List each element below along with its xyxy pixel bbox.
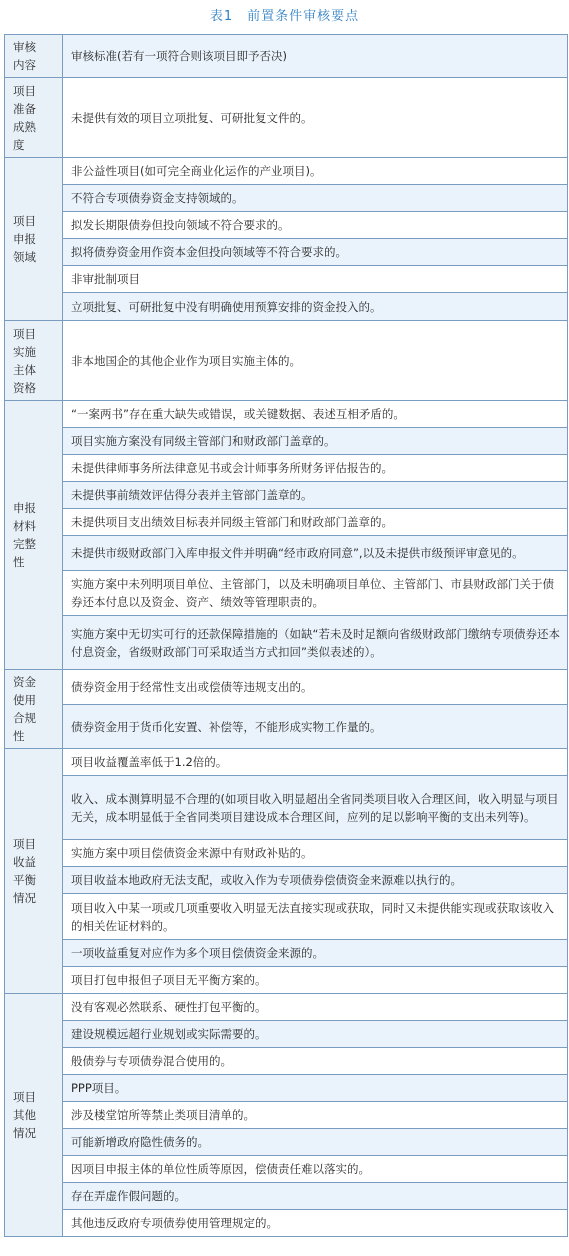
table-row [5,749,568,776]
criterion-cell: 实施方案中无切实可行的还款保障措施的（如缺“若未及时足额向省级财政部门缴纳专项债券还本付息资金，省级财政部门可采取适当方式扣回”类似表述的）。 [63,616,568,670]
table-row [5,1075,568,1102]
category-cell: 项目 实施 主体 资格 [5,321,63,401]
criterion-cell: 立项批复、可研批复中没有明确使用预算安排的资金投入的。 [63,293,568,321]
criterion-cell: 其他违反政府专项债券使用管理规定的。 [63,1210,568,1237]
criterion-cell: 般债券与专项债券混合使用的。 [63,1048,568,1075]
table-row [5,1210,568,1237]
criterion-cell: 一项收益重复对应作为多个项目偿债资金来源的。 [63,940,568,967]
criterion-cell: 没有客观必然联系、硬性打包平衡的。 [63,994,568,1021]
table-row [5,509,568,536]
header-review-standard: 审核标准(若有一项符合则该项目即予否决) [63,35,568,78]
table-row [5,571,568,616]
review-criteria-table [4,34,568,1237]
criterion-cell: 项目打包申报但子项目无平衡方案的。 [63,967,568,994]
criterion-cell: 涉及楼堂馆所等禁止类项目清单的。 [63,1102,568,1129]
table-row [5,867,568,894]
criterion-cell: 债券资金用于货币化安置、补偿等，不能形成实物工作量的。 [63,705,568,749]
criterion-cell: 未提供事前绩效评估得分表并主管部门盖章的。 [63,482,568,509]
criterion-cell: 实施方案中未列明项目单位、主管部门，以及未明确项目单位、主管部门、市县财政部门关于债券还本付息以及资金、资产、绩效等管理职责的。 [63,571,568,616]
table-row [5,455,568,482]
table-row [5,428,568,455]
criterion-cell: 建设规模远超行业规划或实际需要的。 [63,1021,568,1048]
table-row [5,705,568,749]
table-row [5,776,568,840]
criterion-cell: 项目实施方案没有同级主管部门和财政部门盖章的。 [63,428,568,455]
criterion-cell: 拟将债券资金用作资本金但投向领域等不符合要求的。 [63,239,568,266]
table-row [5,616,568,670]
criterion-cell: 收入、成本测算明显不合理的(如项目收入明显超出全省同类项目收入合理区间，收入明显与项目无关，成本明显低于全省同类项目建设成本合理区间，应列的足以影响平衡的支出未列等)。 [63,776,568,840]
table-row [5,1048,568,1075]
criterion-cell: 实施方案中项目偿债资金来源中有财政补贴的。 [63,840,568,867]
criterion-cell: 未提供律师事务所法律意见书或会计师事务所财务评估报告的。 [63,455,568,482]
criterion-cell: 债券资金用于经常性支出或偿债等违规支出的。 [63,670,568,705]
criterion-cell: 未提供项目支出绩效目标表并同级主管部门和财政部门盖章的。 [63,509,568,536]
category-cell: 项目 申报 领域 [5,158,63,321]
table-row [5,482,568,509]
table-row [5,1156,568,1183]
criterion-cell: 拟发长期限债券但投向领域不符合要求的。 [63,212,568,239]
table-row [5,536,568,571]
category-cell: 资金 使用 合规 性 [5,670,63,749]
table-row [5,1021,568,1048]
criterion-cell: PPP项目。 [63,1075,568,1102]
table-row [5,212,568,239]
table-row [5,293,568,321]
table-row [5,1102,568,1129]
table-row [5,321,568,401]
table-title: 表1 前置条件审核要点 [209,9,360,24]
table-row [5,1183,568,1210]
table-row [5,239,568,266]
table-row [5,1129,568,1156]
criterion-cell: 未提供市级财政部门入库申报文件并明确“经市政府同意”,以及未提供市级预评审意见的。 [63,536,568,571]
table-row [5,894,568,940]
criterion-cell: 项目收益本地政府无法支配，或收入作为专项债券偿债资金来源难以执行的。 [63,867,568,894]
criterion-cell: 可能新增政府隐性债务的。 [63,1129,568,1156]
table-row [5,401,568,428]
table-body [5,35,568,1237]
criterion-cell: 项目收入中某一项或几项重要收入明显无法直接实现或获取，同时又未提供能实现或获取该收入的相关佐证材料的。 [63,894,568,940]
table-row [5,185,568,212]
category-cell: 项目 准备 成熟 度 [5,78,63,158]
header-review-content: 审核 内容 [5,35,63,78]
criterion-cell: “一案两书”存在重大缺失或错误，或关键数据、表述互相矛盾的。 [63,401,568,428]
table-row [5,940,568,967]
criterion-cell: 非审批制项目 [63,266,568,293]
table-row [5,670,568,705]
category-cell: 项目 收益 平衡 情况 [5,749,63,994]
category-cell: 项目 其他 情况 [5,994,63,1237]
criterion-cell: 存在弄虚作假问题的。 [63,1183,568,1210]
criterion-cell: 未提供有效的项目立项批复、可研批复文件的。 [63,78,568,158]
table-row [5,994,568,1021]
header-row [5,35,568,78]
table-row [5,840,568,867]
table-row [5,967,568,994]
table-row [5,78,568,158]
category-cell: 申报 材料 完整 性 [5,401,63,670]
criterion-cell: 项目收益覆盖率低于1.2倍的。 [63,749,568,776]
criterion-cell: 因项目申报主体的单位性质等原因，偿债责任难以落实的。 [63,1156,568,1183]
criterion-cell: 不符合专项债券资金支持领域的。 [63,185,568,212]
table-row [5,266,568,293]
criterion-cell: 非本地国企的其他企业作为项目实施主体的。 [63,321,568,401]
criterion-cell: 非公益性项目(如可完全商业化运作的产业项目)。 [63,158,568,185]
table-row [5,158,568,185]
